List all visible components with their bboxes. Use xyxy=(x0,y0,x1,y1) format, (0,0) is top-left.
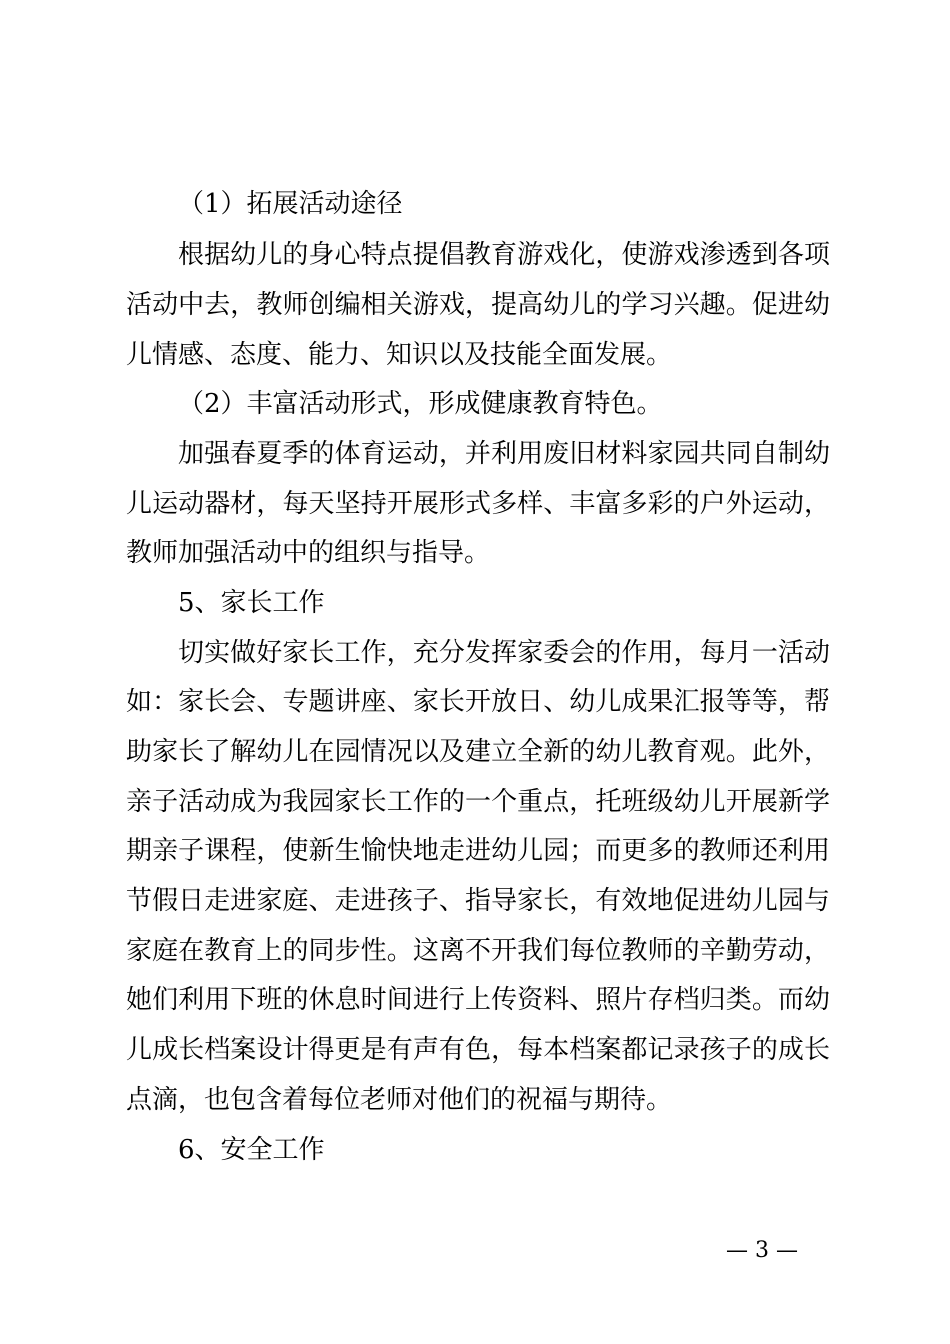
paragraph-line: 活动中去，教师创编相关游戏，提高幼儿的学习兴趣。促进幼 xyxy=(126,290,830,320)
paragraph-line: 根据幼儿的身心特点提倡教育游戏化，使游戏渗透到各项 xyxy=(178,240,830,270)
paragraph-line: 教师加强活动中的组织与指导。 xyxy=(126,538,491,568)
paragraph-line: 助家长了解幼儿在园情况以及建立全新的幼儿教育观。此外， xyxy=(126,737,830,767)
paragraph-line: 儿成长档案设计得更是有声有色，每本档案都记录孩子的成长 xyxy=(126,1035,830,1065)
paragraph-line: 点滴，也包含着每位老师对他们的祝福与期待。 xyxy=(126,1085,673,1115)
paragraph-line: 节假日走进家庭、走进孩子、指导家长，有效地促进幼儿园与 xyxy=(126,886,830,916)
subheading-enrich-activity-forms: （2）丰富活动形式，形成健康教育特色。 xyxy=(178,389,663,419)
paragraph-line: 儿情感、态度、能力、知识以及技能全面发展。 xyxy=(126,340,673,370)
page-number: — 3 — xyxy=(726,1238,798,1263)
paragraph-line: 如：家长会、专题讲座、家长开放日、幼儿成果汇报等等，帮 xyxy=(126,687,830,717)
paragraph-line: 家庭在教育上的同步性。这离不开我们每位教师的辛勤劳动， xyxy=(126,936,830,966)
paragraph-line: 亲子活动成为我园家长工作的一个重点，托班级幼儿开展新学 xyxy=(126,787,830,817)
heading-safety-work: 6、安全工作 xyxy=(178,1135,325,1165)
paragraph-line: 期亲子课程，使新生愉快地走进幼儿园；而更多的教师还利用 xyxy=(126,836,830,866)
heading-parent-work: 5、家长工作 xyxy=(178,588,325,618)
paragraph-line: 她们利用下班的休息时间进行上传资料、照片存档归类。而幼 xyxy=(126,985,830,1015)
paragraph-line: 加强春夏季的体育运动，并利用废旧材料家园共同自制幼 xyxy=(178,439,830,469)
paragraph-line: 切实做好家长工作，充分发挥家委会的作用，每月一活动 xyxy=(178,638,830,668)
subheading-expand-activity-channels: （1）拓展活动途径 xyxy=(178,189,403,219)
paragraph-line: 儿运动器材，每天坚持开展形式多样、丰富多彩的户外运动， xyxy=(126,489,830,519)
